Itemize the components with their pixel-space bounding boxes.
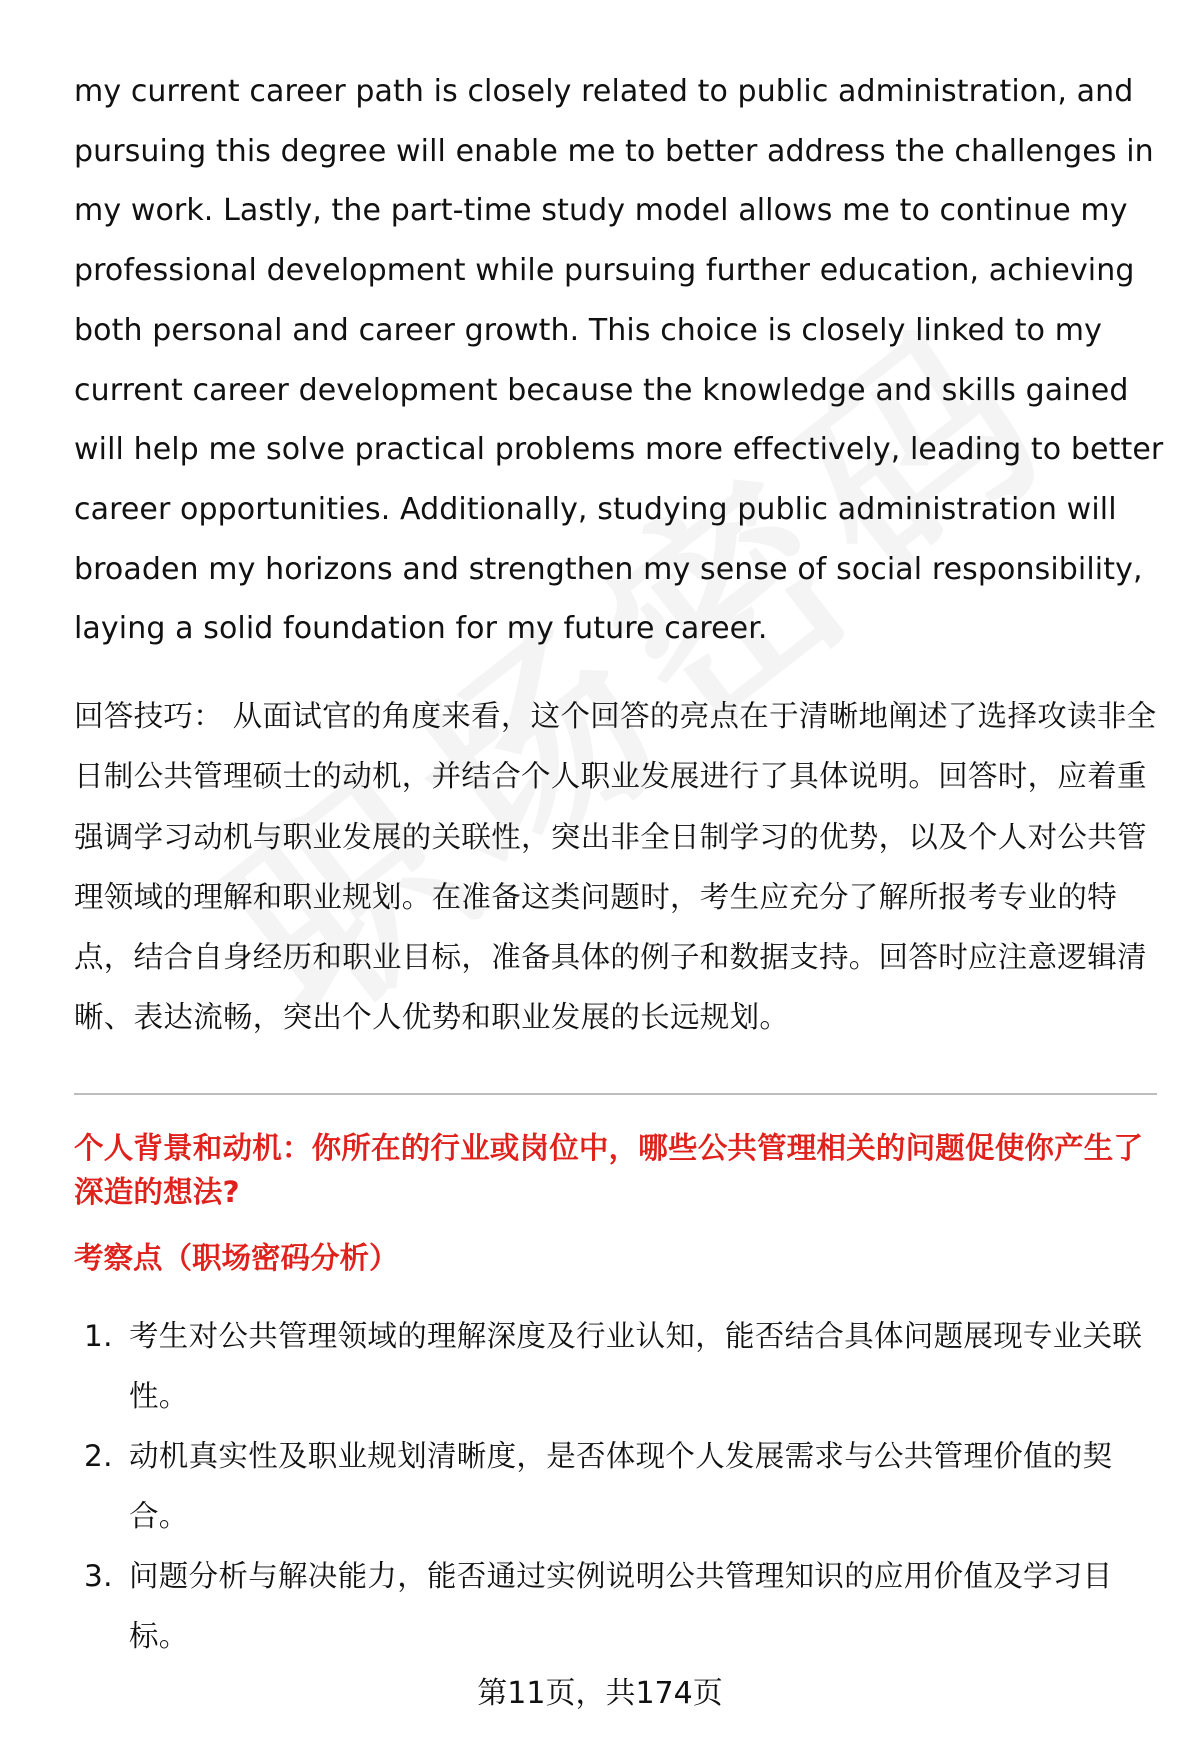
- answer-continuation-paragraph: my current career path is closely related to public administration, and pursuing this degree will enable me to better address the challenges in my work. Lastly, the part-time study model allows me to continue my professional development while pursuing further education, achieving both personal and career growth. This choice is closely linked to my current career development because the knowledge and skills gained will help me solve practical problems more effectively, leading to better career opportunities. Additionally, studying public administration will broaden my horizons and strengthen my sense of social responsibility, laying a solid foundation for my future career.: [74, 74, 1164, 647]
- analysis-section-title: 考察点（职场密码分析）: [74, 1241, 399, 1275]
- analysis-point-list: [74, 1306, 1164, 1666]
- question-heading: 个人背景和动机：你所在的行业或岗位中，哪些公共管理相关的问题促使你产生了深造的想法?: [74, 1131, 1144, 1209]
- list-item-number: 3.: [84, 1559, 113, 1593]
- list-item: [74, 1546, 1164, 1666]
- list-item: [74, 1426, 1164, 1546]
- list-item-text: 考生对公共管理领域的理解深度及行业认知，能否结合具体问题展现专业关联性。: [129, 1319, 1143, 1413]
- section-divider: [74, 1093, 1157, 1095]
- list-item-text: 动机真实性及职业规划清晰度，是否体现个人发展需求与公共管理价值的契合。: [129, 1439, 1113, 1533]
- list-item: [74, 1306, 1164, 1426]
- list-item-number: 1.: [84, 1319, 113, 1353]
- list-item-text: 问题分析与解决能力，能否通过实例说明公共管理知识的应用价值及学习目标。: [129, 1559, 1113, 1653]
- list-item-number: 2.: [84, 1439, 113, 1473]
- answer-tip-paragraph: 回答技巧： 从面试官的角度来看，这个回答的亮点在于清晰地阐述了选择攻读非全日制公共管理硕士的动机，并结合个人职业发展进行了具体说明。回答时，应着重强调学习动机与职业发展的关联性，突出非全日制学习的优势，以及个人对公共管理领域的理解和职业规划。在准备这类问题时，考生应充分了解所报考专业的特点，结合自身经历和职业目标，准备具体的例子和数据支持。回答时应注意逻辑清晰、表达流畅，突出个人优势和职业发展的长远规划。: [74, 699, 1157, 1035]
- page-number-footer: 第11页，共174页: [477, 1676, 723, 1711]
